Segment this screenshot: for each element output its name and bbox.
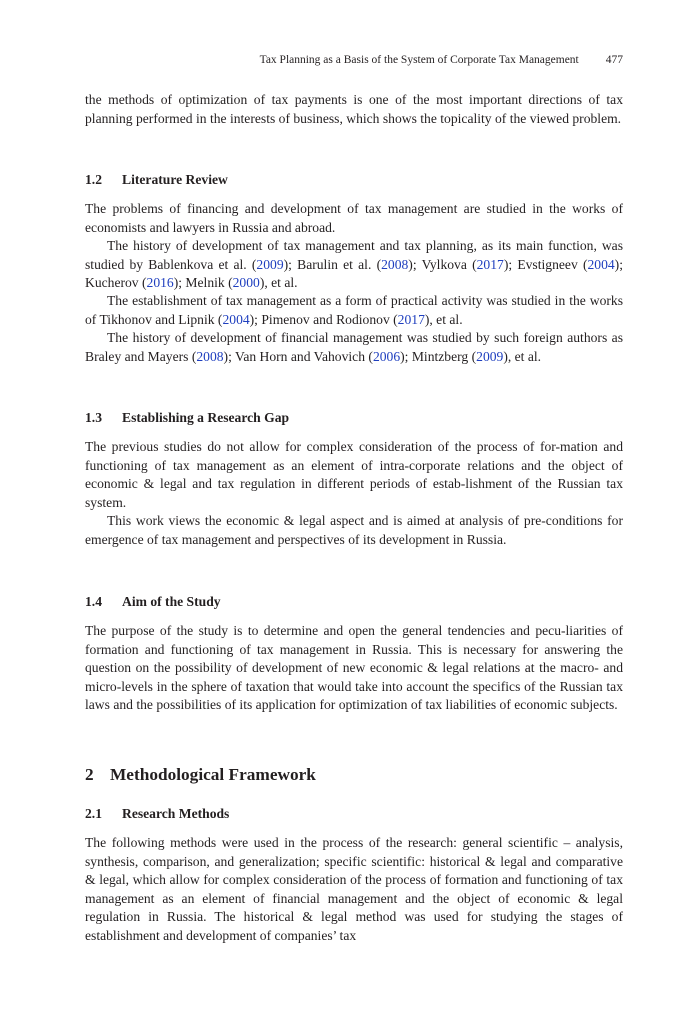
section-heading-1-2 bbox=[85, 171, 228, 189]
chapter-heading-2 bbox=[85, 764, 316, 786]
lit-review-paragraph-1: The problems of financing and development of tax management are studied in the works of economists and lawyers in Russia and abroad. bbox=[85, 201, 623, 235]
text-run: ); Evstigneev ( bbox=[503, 256, 588, 272]
text-run: ), et al. bbox=[259, 275, 298, 290]
citation-link[interactable]: 2004 bbox=[222, 311, 250, 327]
section-number: 2 bbox=[85, 765, 94, 784]
running-title: Tax Planning as a Basis of the System of Corporate Tax Management bbox=[259, 54, 579, 66]
page-number: 477 bbox=[605, 54, 623, 66]
citation-link[interactable]: 2017 bbox=[476, 256, 504, 272]
text-run: ); Van Horn and Vahovich ( bbox=[223, 348, 373, 364]
section-title: Research Methods bbox=[122, 806, 230, 821]
section-heading-1-4 bbox=[85, 593, 221, 611]
research-methods-paragraph: The following methods were used in the process of the research: general scientific – analysis, synthesis, comparison, and generalization; specific scientific: historical & legal and comparative & legal, which allow for complex consideration of the process of formation and functioning of tax management as an element of financial management and the object of economic & legal regulation in Russia. The historical & legal method was used for studying the stages of establishment and development of companies’ tax bbox=[85, 835, 623, 943]
citation-link[interactable]: 2016 bbox=[146, 275, 174, 290]
citation-link[interactable]: 2004 bbox=[587, 256, 615, 272]
text-run: The history of development of financial management was studied by such foreign authors as Braley and Mayers ( bbox=[85, 330, 623, 364]
text-run: The history of development of tax management and tax planning, as its main function, was studied by Bablenkova et al. ( bbox=[85, 238, 623, 272]
aim-paragraph: The purpose of the study is to determine and open the general tendencies and pecu-liarities of formation and functioning of tax management in Russia. This is necessary for answering the question on the possibility of development of new economic & legal relations at the macro- and micro-levels in the sphere of taxation that would take into account the specifics of the Russian tax laws and the possibilities of its application for optimization of tax liabilities of economic subjects. bbox=[85, 623, 623, 712]
section-number: 2.1 bbox=[85, 806, 102, 821]
running-head bbox=[85, 53, 623, 67]
research-gap-paragraph-1: The previous studies do not allow for complex consideration of the process of for-mation and functioning of tax management as an element of intra-corporate relations and the object of economic & legal and tax regulation in different periods of estab-lishment of the Russian tax system. bbox=[85, 439, 623, 510]
lit-review-paragraph-3 bbox=[85, 292, 623, 329]
text-run: ); Melnik ( bbox=[173, 275, 233, 290]
section-number: 1.2 bbox=[85, 172, 102, 187]
citation-link[interactable]: 2006 bbox=[372, 348, 401, 364]
section-title: Methodological Framework bbox=[110, 765, 316, 784]
section-title: Aim of the Study bbox=[122, 594, 221, 609]
lit-review-paragraph-4 bbox=[85, 329, 623, 366]
section-number: 1.4 bbox=[85, 594, 102, 609]
text-run: ); Pimenov and Rodionov ( bbox=[249, 311, 398, 327]
text-run: The establishment of tax management as a form of practical activity was studied in the works of Tikhonov and Lipnik ( bbox=[85, 293, 623, 327]
research-gap-paragraph-2: This work views the economic & legal aspect and is aimed at analysis of pre-conditions for emergence of tax management and perspectives of its development in Russia. bbox=[85, 513, 623, 547]
text-run: ), et al. bbox=[424, 311, 463, 327]
lit-review-paragraph-2 bbox=[85, 237, 623, 293]
section-heading-1-3 bbox=[85, 409, 289, 427]
text-run: ), et al. bbox=[503, 348, 542, 364]
section-title: Literature Review bbox=[122, 172, 228, 187]
citation-link[interactable]: 2017 bbox=[397, 311, 425, 327]
section-heading-2-1 bbox=[85, 805, 229, 823]
text-run: ); Vylkova ( bbox=[408, 256, 477, 272]
citation-link[interactable]: 2000 bbox=[232, 275, 260, 290]
citation-link[interactable]: 2009 bbox=[256, 256, 284, 272]
section-number: 1.3 bbox=[85, 410, 102, 425]
citation-link[interactable]: 2009 bbox=[476, 348, 504, 364]
citation-link[interactable]: 2008 bbox=[381, 256, 409, 272]
citation-link[interactable]: 2008 bbox=[196, 348, 224, 364]
text-run: ); Kucherov ( bbox=[85, 256, 623, 290]
section-title: Establishing a Research Gap bbox=[122, 410, 290, 425]
text-run: ); Mintzberg ( bbox=[400, 348, 477, 364]
text-run: ); Barulin et al. ( bbox=[283, 256, 382, 272]
intro-paragraph: the methods of optimization of tax payments is one of the most important directions of tax planning performed in the interests of business, which shows the topicality of the viewed problem. bbox=[85, 92, 623, 126]
